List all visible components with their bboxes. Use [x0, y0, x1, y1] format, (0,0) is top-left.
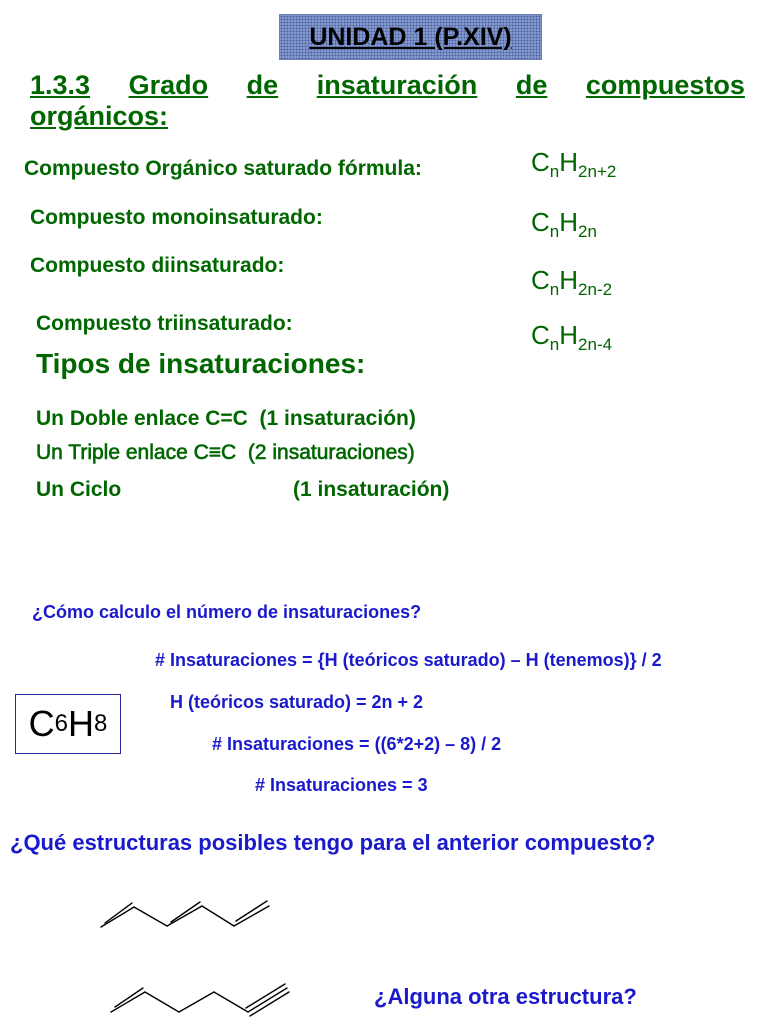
- bond: [214, 992, 248, 1012]
- calc-h-theoretical: H (teóricos saturado) = 2n + 2: [170, 692, 424, 712]
- formula-subscript: n: [549, 335, 560, 354]
- formula-atom: C: [531, 320, 550, 350]
- formula-subscript: n: [549, 222, 560, 241]
- bond: [167, 906, 202, 926]
- row-label-di: Compuesto diinsaturado:: [30, 254, 285, 277]
- section-number: 1.3.3: [30, 70, 91, 100]
- bond: [179, 992, 214, 1012]
- formula-mono: [531, 207, 597, 241]
- bond-double: [171, 902, 200, 922]
- row-label-saturated: Compuesto Orgánico saturado fórmula:: [24, 157, 422, 180]
- heading-word: compuestos: [585, 70, 745, 100]
- formula-di: [531, 265, 613, 299]
- bond-triple: [250, 992, 289, 1016]
- heading-word: de: [515, 70, 548, 100]
- bond-triple: [246, 984, 285, 1008]
- formula-atom: H: [559, 265, 579, 295]
- compound-formula-box: C 6 H 8: [15, 694, 121, 754]
- formula-atom: H: [559, 320, 579, 350]
- heading-word: insaturación: [316, 70, 478, 100]
- type-ring: [36, 478, 121, 502]
- bond: [111, 992, 145, 1012]
- unit-title: [279, 14, 542, 60]
- formula-subscript: 2n+2: [578, 162, 617, 181]
- calc-question: ¿Cómo calculo el número de insaturaciones?: [32, 602, 422, 622]
- type-name: Un Triple enlace C≡C: [36, 441, 237, 464]
- type-double-bond: [36, 407, 416, 431]
- bond-double: [236, 901, 267, 921]
- formula-atom: C: [531, 207, 550, 237]
- bond: [234, 906, 269, 926]
- row-label-mono: Compuesto monoinsaturado:: [30, 206, 323, 229]
- type-name: Un Doble enlace C=C: [36, 407, 248, 430]
- question-structures: ¿Qué estructuras posibles tengo para el anterior compuesto?: [10, 830, 656, 855]
- structure-enyne: [105, 978, 295, 1020]
- type-count: (2 insaturaciones): [247, 441, 415, 464]
- formula-atom: C: [531, 265, 550, 295]
- bond: [134, 907, 167, 926]
- row-label-tri: Compuesto triinsaturado:: [36, 312, 293, 335]
- formula-subscript: n: [549, 280, 560, 299]
- formula-subscript: n: [549, 162, 560, 181]
- structure-hexatriene: [95, 893, 280, 933]
- bond-double: [115, 988, 143, 1007]
- compound-atom: H: [68, 703, 94, 744]
- formula-atom: H: [559, 147, 579, 177]
- formula-subscript: 2n-4: [578, 335, 613, 354]
- calc-substitution: # Insaturaciones = ((6*2+2) – 8) / 2: [212, 734, 502, 754]
- formula-subscript: 2n: [578, 222, 597, 241]
- types-heading: Tipos de insaturaciones:: [36, 348, 366, 379]
- bond-double: [105, 903, 132, 923]
- formula-subscript: 2n-2: [578, 280, 613, 299]
- bond: [202, 906, 234, 926]
- bond: [145, 992, 179, 1012]
- bond-triple: [248, 988, 287, 1012]
- type-count: (1 insaturación): [259, 407, 416, 430]
- section-heading: [30, 70, 745, 132]
- formula-saturated: [531, 147, 617, 181]
- type-name: Un Ciclo: [36, 478, 122, 501]
- compound-atom: C: [28, 703, 55, 744]
- calc-result: # Insaturaciones = 3: [255, 775, 428, 795]
- heading-line2: orgánicos:: [30, 101, 169, 131]
- formula-tri: [531, 320, 613, 354]
- formula-atom: C: [531, 147, 550, 177]
- heading-word: de: [246, 70, 279, 100]
- unit-title-text: UNIDAD 1 (P.XIV): [309, 22, 512, 51]
- calc-formula-line: # Insaturaciones = {H (teóricos saturado) – H (tenemos)} / 2: [155, 650, 662, 670]
- type-ring-count: (1 insaturación): [293, 478, 450, 501]
- type-triple-bond: [36, 441, 415, 465]
- heading-word: Grado: [128, 70, 209, 100]
- formula-atom: H: [559, 207, 579, 237]
- question-other-structure: ¿Alguna otra estructura?: [374, 984, 637, 1009]
- bond: [101, 907, 134, 927]
